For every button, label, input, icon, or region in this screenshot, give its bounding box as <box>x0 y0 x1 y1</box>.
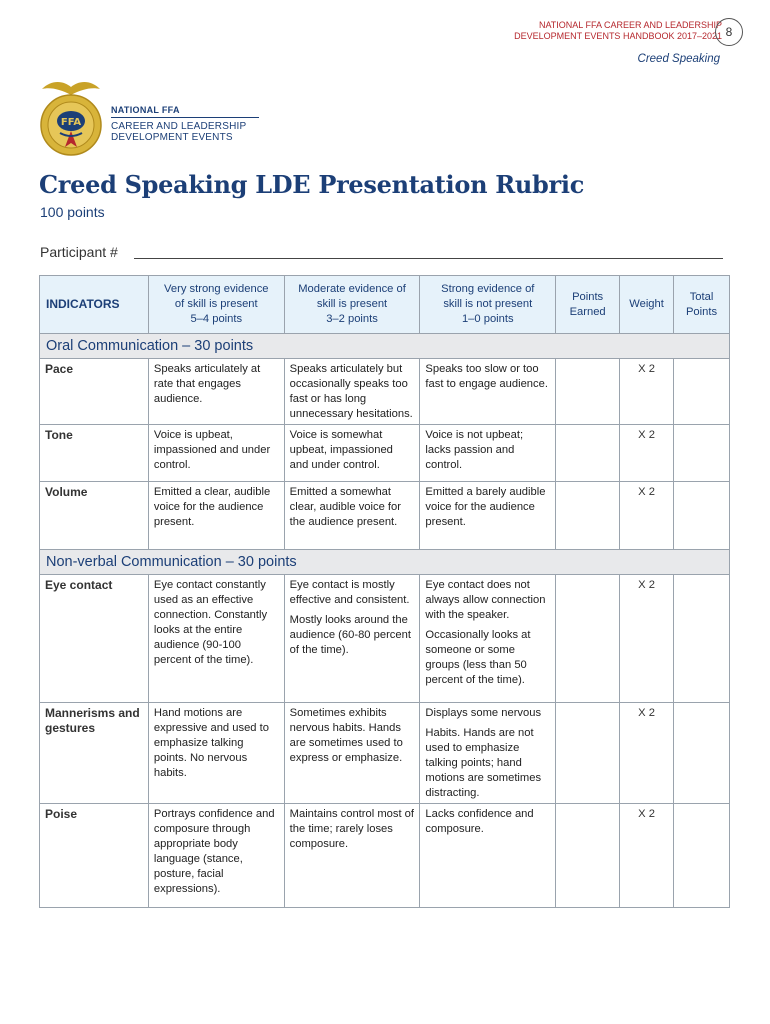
col-very-strong: Very strong evidence of skill is present 5–4 points <box>148 276 284 334</box>
participant-label: Participant # <box>40 244 118 260</box>
section-title: Oral Communication – 30 points <box>40 334 730 359</box>
weight-cell: X 2 <box>620 359 674 425</box>
weight-cell: X 2 <box>620 482 674 550</box>
table-row <box>40 425 730 482</box>
criteria-not-present: Displays some nervous Habits. Hands are not used to emphasize talking points; hand motions are sometimes distracting. <box>420 703 556 804</box>
section-header-oral <box>40 334 730 359</box>
criteria-moderate: Eye contact is mostly effective and consistent. Mostly looks around the audience (60-80 percent of the time). <box>284 575 420 703</box>
criteria-moderate: Maintains control most of the time; rarely loses composure. <box>284 804 420 908</box>
table-row <box>40 575 730 703</box>
participant-input-line[interactable] <box>134 258 723 259</box>
col-points-earned: Points Earned <box>556 276 620 334</box>
header-line-2: DEVELOPMENT EVENTS HANDBOOK 2017–2021 <box>514 31 722 41</box>
criteria-moderate: Speaks articulately but occasionally speaks too fast or has long unnecessary hesitations. <box>284 359 420 425</box>
points-earned-cell[interactable] <box>556 804 620 908</box>
col-indicators: INDICATORS <box>40 276 149 334</box>
points-earned-cell[interactable] <box>556 359 620 425</box>
col-total-points: Total Points <box>674 276 730 334</box>
rubric-table <box>39 275 730 908</box>
criteria-very-strong: Speaks articulately at rate that engages audience. <box>148 359 284 425</box>
criteria-very-strong: Eye contact constantly used as an effective connection. Constantly looks at the entire audience (90-100 percent of the time). <box>148 575 284 703</box>
indicator-name: Volume <box>40 482 149 550</box>
criteria-moderate: Sometimes exhibits nervous habits. Hands are sometimes used to express or emphasize. <box>284 703 420 804</box>
weight-cell: X 2 <box>620 425 674 482</box>
points-earned-cell[interactable] <box>556 425 620 482</box>
page-number: 8 <box>715 18 743 46</box>
indicator-name: Pace <box>40 359 149 425</box>
indicator-name: Mannerisms and gestures <box>40 703 149 804</box>
criteria-not-present: Voice is not upbeat; lacks passion and control. <box>420 425 556 482</box>
criteria-very-strong: Portrays confidence and composure through appropriate body language (stance, posture, facial expressions). <box>148 804 284 908</box>
total-points-cell[interactable] <box>674 804 730 908</box>
org-line-2: DEVELOPMENT EVENTS <box>111 132 233 143</box>
section-header-nonverbal <box>40 550 730 575</box>
table-row <box>40 359 730 425</box>
org-block <box>111 105 259 143</box>
total-points-cell[interactable] <box>674 575 730 703</box>
weight-cell: X 2 <box>620 703 674 804</box>
points-earned-cell[interactable] <box>556 575 620 703</box>
criteria-not-present: Eye contact does not always allow connection with the speaker. Occasionally looks at someone or some groups (less than 50 percent of the time). <box>420 575 556 703</box>
header-line-1: NATIONAL FFA CAREER AND LEADERSHIP <box>538 20 722 30</box>
emblem-text: FFA <box>60 117 82 128</box>
criteria-not-present: Emitted a barely audible voice for the audience present. <box>420 482 556 550</box>
org-name: NATIONAL FFA <box>111 105 259 118</box>
criteria-not-present: Speaks too slow or too fast to engage audience. <box>420 359 556 425</box>
total-points-cell[interactable] <box>674 482 730 550</box>
points-earned-cell[interactable] <box>556 482 620 550</box>
indicator-name: Poise <box>40 804 149 908</box>
total-points-cell[interactable] <box>674 703 730 804</box>
criteria-moderate: Emitted a somewhat clear, audible voice for the audience present. <box>284 482 420 550</box>
weight-cell: X 2 <box>620 575 674 703</box>
total-points-cell[interactable] <box>674 359 730 425</box>
indicator-name: Eye contact <box>40 575 149 703</box>
table-row <box>40 482 730 550</box>
col-weight: Weight <box>620 276 674 334</box>
col-moderate: Moderate evidence of skill is present 3–2 points <box>284 276 420 334</box>
points-earned-cell[interactable] <box>556 703 620 804</box>
weight-cell: X 2 <box>620 804 674 908</box>
section-title: Non-verbal Communication – 30 points <box>40 550 730 575</box>
ffa-emblem-icon <box>38 75 104 159</box>
criteria-not-present: Lacks confidence and composure. <box>420 804 556 908</box>
total-points-cell[interactable] <box>674 425 730 482</box>
table-row <box>40 703 730 804</box>
table-row <box>40 804 730 908</box>
criteria-very-strong: Voice is upbeat, impassioned and under control. <box>148 425 284 482</box>
table-header-row <box>40 276 730 334</box>
org-line-1: CAREER AND LEADERSHIP <box>111 121 247 132</box>
col-not-present: Strong evidence of skill is not present 1–0 points <box>420 276 556 334</box>
section-tag: Creed Speaking <box>637 53 720 65</box>
page-subtitle: 100 points <box>40 204 105 220</box>
handbook-header <box>514 20 722 42</box>
criteria-moderate: Voice is somewhat upbeat, impassioned and under control. <box>284 425 420 482</box>
criteria-very-strong: Hand motions are expressive and used to emphasize talking points. No nervous habits. <box>148 703 284 804</box>
criteria-very-strong: Emitted a clear, audible voice for the audience present. <box>148 482 284 550</box>
page-title: Creed Speaking LDE Presentation Rubric <box>39 170 585 199</box>
indicator-name: Tone <box>40 425 149 482</box>
